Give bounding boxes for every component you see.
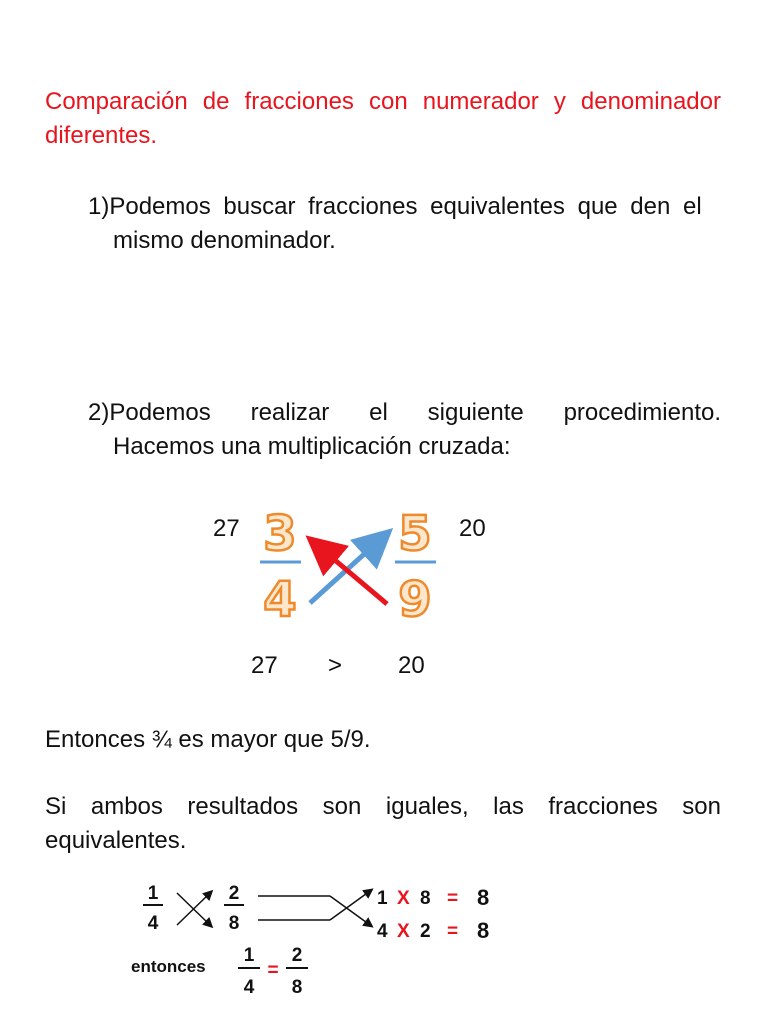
compare-right: 20 — [398, 652, 425, 679]
equal-note — [45, 790, 721, 858]
row2-eq: = — [447, 921, 459, 942]
step-1-text: Podemos buscar fracciones equivalentes que den el — [109, 193, 702, 220]
step-2-word: Podemos — [109, 399, 211, 426]
left-product: 27 — [213, 515, 240, 542]
equal-note-word: Si — [45, 793, 67, 820]
row2-b: 2 — [420, 921, 431, 942]
right-product: 20 — [459, 515, 486, 542]
row1-b: 8 — [420, 888, 431, 909]
step-2-word: realizar — [250, 399, 330, 426]
equal-note-word: resultados — [187, 793, 299, 820]
equal-note-line1 — [45, 790, 721, 824]
step-1-line2: mismo denominador. — [113, 227, 336, 254]
equal-note-word: iguales, — [385, 793, 469, 820]
compare-left: 27 — [251, 652, 278, 679]
equal-note-word: fracciones — [548, 793, 658, 820]
step-2-line1 — [88, 396, 721, 430]
row2-op: X — [397, 921, 410, 942]
frac1-denominator: 4 — [263, 572, 297, 625]
step-1 — [88, 190, 721, 258]
frac2-numerator: 5 — [398, 506, 432, 562]
equivalence-example-figure — [125, 875, 505, 1000]
frac2-denominator: 9 — [398, 572, 432, 625]
cross-multiplication-figure — [255, 500, 445, 625]
step-2-word: siguiente — [427, 399, 524, 426]
compare-operator: > — [328, 652, 343, 679]
equal-note-word: ambos — [90, 793, 163, 820]
row1-a: 1 — [377, 888, 388, 909]
equal-note-word: son — [322, 793, 362, 820]
frac1-numerator: 3 — [263, 506, 297, 562]
example-f2-numerator: 2 — [228, 883, 240, 904]
equal-note-word: son — [682, 793, 721, 820]
red-arrow — [317, 545, 387, 604]
entonces-f1-denominator: 4 — [243, 977, 255, 998]
conclusion: Entonces ¾ es mayor que 5/9. — [45, 726, 371, 753]
entonces-eq-sign: = — [267, 960, 279, 981]
step-1-line1 — [88, 190, 721, 224]
entonces-label: entonces — [131, 957, 206, 976]
entonces-f2-numerator: 2 — [291, 945, 303, 966]
step-2-number: 2) — [88, 399, 110, 426]
equal-note-word: las — [493, 793, 524, 820]
row2-res: 8 — [477, 918, 490, 943]
example-f2-denominator: 8 — [228, 913, 240, 934]
row2-a: 4 — [377, 921, 388, 942]
step-2-line2: Hacemos una multiplicación cruzada: — [113, 433, 511, 460]
entonces-f2-denominator: 8 — [291, 977, 303, 998]
row1-op: X — [397, 888, 410, 909]
entonces-f1-numerator: 1 — [243, 945, 255, 966]
row1-eq: = — [447, 888, 459, 909]
equal-note-line2: equivalentes. — [45, 827, 187, 854]
row1-res: 8 — [477, 885, 490, 910]
example-f1-numerator: 1 — [147, 883, 159, 904]
step-2-word: procedimiento. — [563, 399, 721, 426]
step-1-number: 1) — [88, 193, 110, 220]
example-f1-denominator: 4 — [147, 913, 159, 934]
step-2-word: el — [369, 399, 388, 426]
page-title: Comparación de fracciones con numerador y denominador diferentes. — [45, 88, 721, 149]
step-2 — [88, 396, 721, 464]
